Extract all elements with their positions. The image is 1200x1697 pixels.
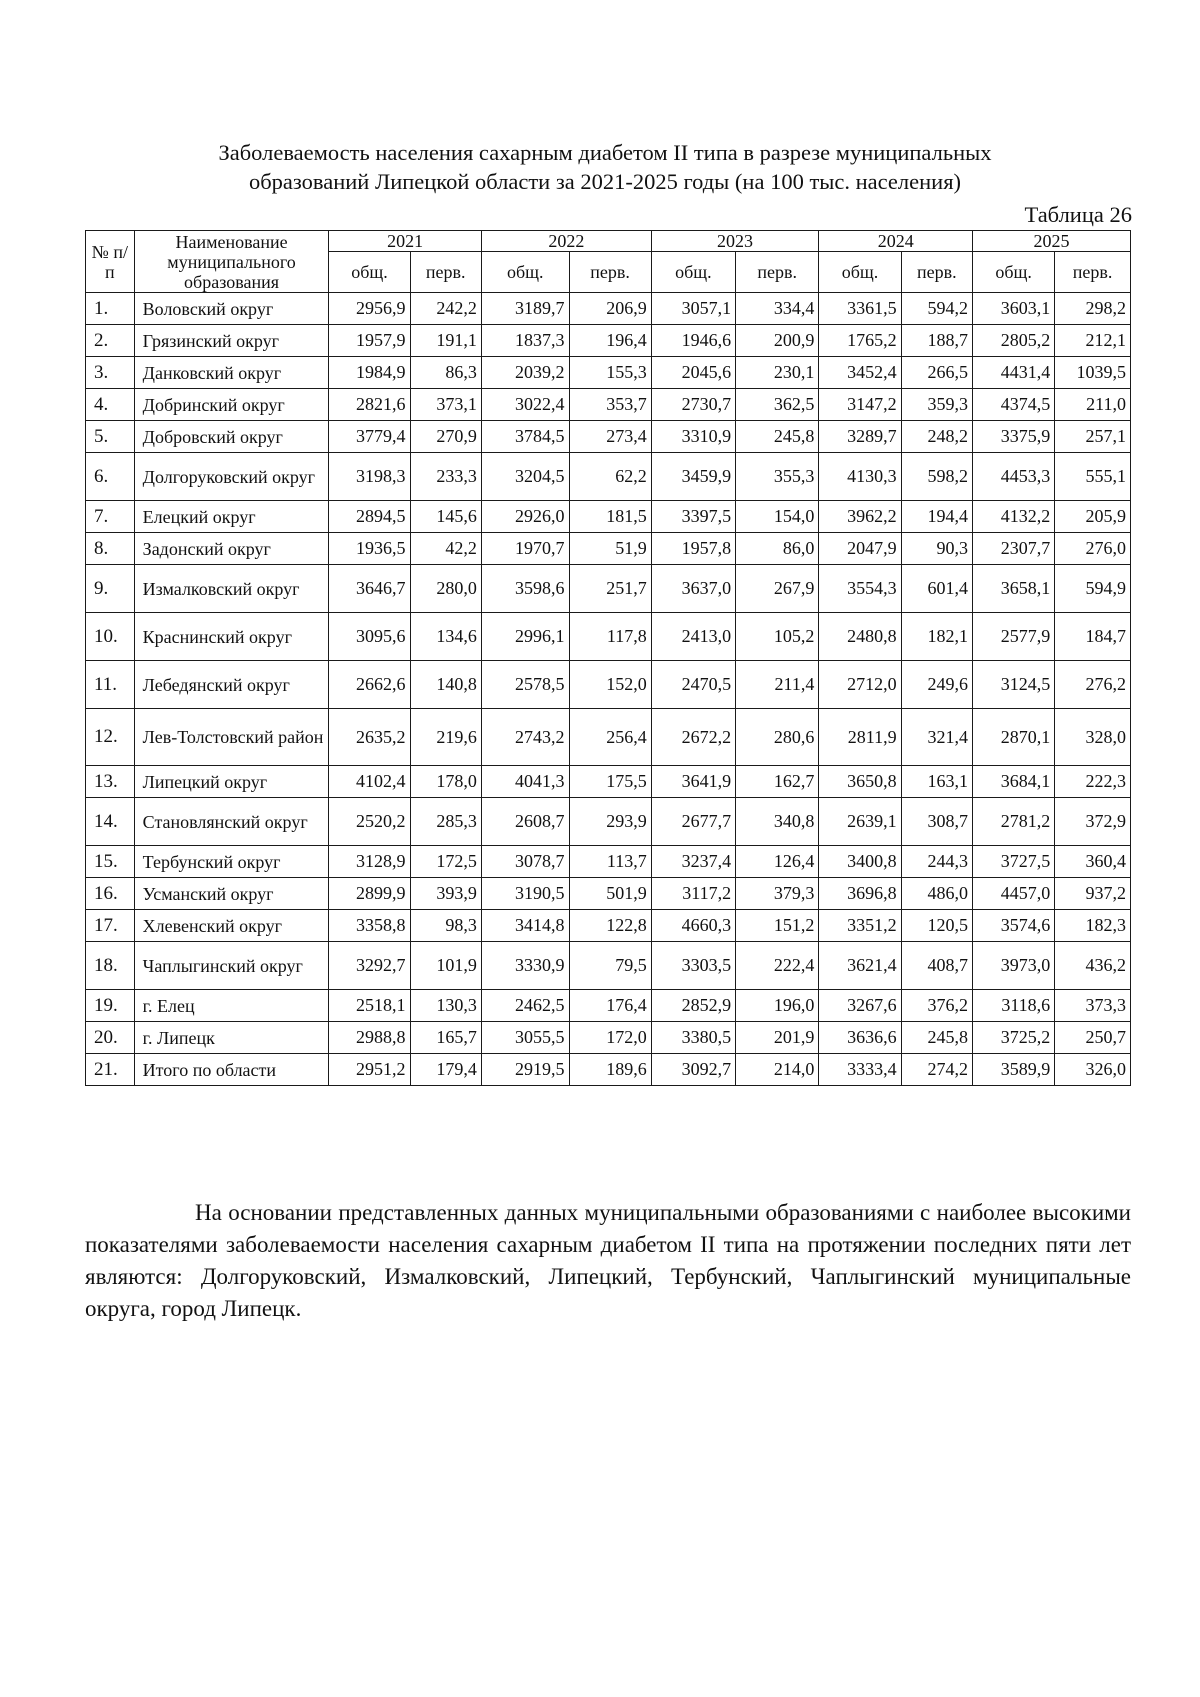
value-first: 328,0 — [1055, 709, 1131, 766]
value-first: 280,0 — [410, 565, 481, 613]
value-first: 298,2 — [1055, 293, 1131, 325]
row-number: 15. — [86, 846, 135, 878]
value-total: 3078,7 — [481, 846, 569, 878]
header-first: перв. — [901, 252, 972, 293]
value-first: 353,7 — [569, 389, 651, 421]
value-total: 3459,9 — [651, 453, 735, 501]
value-total: 2996,1 — [481, 613, 569, 661]
value-first: 155,3 — [569, 357, 651, 389]
municipality-name: Задонский округ — [134, 533, 329, 565]
header-total: общ. — [329, 252, 410, 293]
value-first: 594,9 — [1055, 565, 1131, 613]
table-row — [86, 389, 1131, 421]
value-total: 4457,0 — [972, 878, 1054, 910]
value-first: 152,0 — [569, 661, 651, 709]
header-year: 2022 — [481, 231, 651, 252]
value-total: 3303,5 — [651, 942, 735, 990]
value-first: 90,3 — [901, 533, 972, 565]
value-total: 3189,7 — [481, 293, 569, 325]
value-first: 372,9 — [1055, 798, 1131, 846]
municipality-name: Тербунский округ — [134, 846, 329, 878]
value-first: 251,7 — [569, 565, 651, 613]
value-total: 2899,9 — [329, 878, 410, 910]
value-first: 206,9 — [569, 293, 651, 325]
value-total: 3292,7 — [329, 942, 410, 990]
table-row — [86, 1022, 1131, 1054]
municipality-name: Добровский округ — [134, 421, 329, 453]
table-label: Таблица 26 — [1024, 202, 1132, 227]
value-first: 308,7 — [901, 798, 972, 846]
value-total: 2047,9 — [819, 533, 901, 565]
value-total: 4374,5 — [972, 389, 1054, 421]
municipality-name: Липецкий округ — [134, 766, 329, 798]
row-number: 16. — [86, 878, 135, 910]
page-title — [80, 138, 1130, 196]
value-first: 205,9 — [1055, 501, 1131, 533]
value-total: 3574,6 — [972, 910, 1054, 942]
value-first: 376,2 — [901, 990, 972, 1022]
value-first: 211,0 — [1055, 389, 1131, 421]
table-row — [86, 661, 1131, 709]
value-total: 3289,7 — [819, 421, 901, 453]
value-total: 3095,6 — [329, 613, 410, 661]
value-total: 3414,8 — [481, 910, 569, 942]
value-first: 214,0 — [736, 1054, 819, 1086]
municipality-name: г. Липецк — [134, 1022, 329, 1054]
value-total: 4102,4 — [329, 766, 410, 798]
row-number: 3. — [86, 357, 135, 389]
municipality-name: Становлянский округ — [134, 798, 329, 846]
value-total: 3650,8 — [819, 766, 901, 798]
value-first: 51,9 — [569, 533, 651, 565]
value-first: 212,1 — [1055, 325, 1131, 357]
value-total: 2811,9 — [819, 709, 901, 766]
value-first: 165,7 — [410, 1022, 481, 1054]
row-number: 17. — [86, 910, 135, 942]
row-number: 18. — [86, 942, 135, 990]
value-total: 3646,7 — [329, 565, 410, 613]
value-total: 2470,5 — [651, 661, 735, 709]
table-row — [86, 325, 1131, 357]
value-first: 163,1 — [901, 766, 972, 798]
header-name: Наименование муниципального образования — [134, 231, 329, 293]
value-total: 3351,2 — [819, 910, 901, 942]
value-first: 266,5 — [901, 357, 972, 389]
value-total: 2635,2 — [329, 709, 410, 766]
table-row — [86, 910, 1131, 942]
value-first: 276,2 — [1055, 661, 1131, 709]
title-line-2: образований Липецкой области за 2021-2025 годы (на 100 тыс. населения) — [248, 169, 962, 194]
value-first: 326,0 — [1055, 1054, 1131, 1086]
value-first: 101,9 — [410, 942, 481, 990]
municipality-name: Грязинский округ — [134, 325, 329, 357]
value-first: 98,3 — [410, 910, 481, 942]
value-first: 937,2 — [1055, 878, 1131, 910]
row-number: 19. — [86, 990, 135, 1022]
value-first: 1039,5 — [1055, 357, 1131, 389]
value-first: 267,9 — [736, 565, 819, 613]
row-number: 7. — [86, 501, 135, 533]
value-first: 486,0 — [901, 878, 972, 910]
value-total: 3779,4 — [329, 421, 410, 453]
value-total: 2743,2 — [481, 709, 569, 766]
header-total: общ. — [819, 252, 901, 293]
table-row — [86, 766, 1131, 798]
value-total: 2045,6 — [651, 357, 735, 389]
value-total: 3198,3 — [329, 453, 410, 501]
value-first: 373,1 — [410, 389, 481, 421]
value-first: 222,3 — [1055, 766, 1131, 798]
value-total: 2781,2 — [972, 798, 1054, 846]
value-total: 1957,8 — [651, 533, 735, 565]
value-first: 188,7 — [901, 325, 972, 357]
value-first: 151,2 — [736, 910, 819, 942]
value-total: 2852,9 — [651, 990, 735, 1022]
header-year: 2024 — [819, 231, 973, 252]
conclusion-text: На основании представленных данных муниципальными образованиями с наиболее высокими показателями заболеваемости населения сахарным диабетом II типа на протяжении последних пяти лет являются: Долгоруковский, Измалковский, Липецкий, Тербунский, Чаплыгинский муниципальные округа, город Липецк. — [85, 1200, 1131, 1321]
value-first: 113,7 — [569, 846, 651, 878]
municipality-name: Чаплыгинский округ — [134, 942, 329, 990]
value-total: 3598,6 — [481, 565, 569, 613]
value-total: 3190,5 — [481, 878, 569, 910]
municipality-name: Усманский округ — [134, 878, 329, 910]
value-first: 359,3 — [901, 389, 972, 421]
header-first: перв. — [736, 252, 819, 293]
value-total: 2672,2 — [651, 709, 735, 766]
value-total: 2894,5 — [329, 501, 410, 533]
municipality-name: Добринский округ — [134, 389, 329, 421]
value-total: 2608,7 — [481, 798, 569, 846]
municipality-name: Хлевенский округ — [134, 910, 329, 942]
value-first: 175,5 — [569, 766, 651, 798]
value-first: 257,1 — [1055, 421, 1131, 453]
value-total: 3128,9 — [329, 846, 410, 878]
table-row — [86, 453, 1131, 501]
value-total: 3358,8 — [329, 910, 410, 942]
value-first: 134,6 — [410, 613, 481, 661]
value-first: 270,9 — [410, 421, 481, 453]
table-row — [86, 533, 1131, 565]
row-number: 4. — [86, 389, 135, 421]
row-number: 21. — [86, 1054, 135, 1086]
value-total: 2712,0 — [819, 661, 901, 709]
header-first: перв. — [569, 252, 651, 293]
municipality-name: Лебедянский округ — [134, 661, 329, 709]
value-first: 179,4 — [410, 1054, 481, 1086]
header-year: 2023 — [651, 231, 819, 252]
value-total: 2578,5 — [481, 661, 569, 709]
value-total: 3204,5 — [481, 453, 569, 501]
table-row — [86, 421, 1131, 453]
value-total: 3117,2 — [651, 878, 735, 910]
value-first: 233,3 — [410, 453, 481, 501]
value-total: 3400,8 — [819, 846, 901, 878]
value-first: 249,6 — [901, 661, 972, 709]
header-year: 2025 — [972, 231, 1130, 252]
row-number: 14. — [86, 798, 135, 846]
value-total: 2662,6 — [329, 661, 410, 709]
value-total: 2870,1 — [972, 709, 1054, 766]
value-first: 178,0 — [410, 766, 481, 798]
value-first: 360,4 — [1055, 846, 1131, 878]
value-total: 2039,2 — [481, 357, 569, 389]
value-first: 280,6 — [736, 709, 819, 766]
value-total: 3603,1 — [972, 293, 1054, 325]
header-total: общ. — [481, 252, 569, 293]
value-first: 172,0 — [569, 1022, 651, 1054]
value-first: 162,7 — [736, 766, 819, 798]
header-total: общ. — [972, 252, 1054, 293]
value-total: 3380,5 — [651, 1022, 735, 1054]
value-total: 2926,0 — [481, 501, 569, 533]
table-body — [86, 293, 1131, 1086]
value-total: 3267,6 — [819, 990, 901, 1022]
value-total: 3637,0 — [651, 565, 735, 613]
value-first: 256,4 — [569, 709, 651, 766]
value-first: 285,3 — [410, 798, 481, 846]
value-total: 3397,5 — [651, 501, 735, 533]
value-total: 3330,9 — [481, 942, 569, 990]
value-first: 122,8 — [569, 910, 651, 942]
value-first: 189,6 — [569, 1054, 651, 1086]
value-total: 4660,3 — [651, 910, 735, 942]
value-total: 3055,5 — [481, 1022, 569, 1054]
value-first: 182,1 — [901, 613, 972, 661]
value-total: 3684,1 — [972, 766, 1054, 798]
value-first: 250,7 — [1055, 1022, 1131, 1054]
value-first: 276,0 — [1055, 533, 1131, 565]
value-first: 230,1 — [736, 357, 819, 389]
value-first: 273,4 — [569, 421, 651, 453]
value-total: 3973,0 — [972, 942, 1054, 990]
value-first: 373,3 — [1055, 990, 1131, 1022]
value-total: 3725,2 — [972, 1022, 1054, 1054]
value-total: 2413,0 — [651, 613, 735, 661]
value-first: 245,8 — [736, 421, 819, 453]
value-first: 182,3 — [1055, 910, 1131, 942]
value-total: 3658,1 — [972, 565, 1054, 613]
value-total: 2730,7 — [651, 389, 735, 421]
value-first: 219,6 — [410, 709, 481, 766]
value-total: 3118,6 — [972, 990, 1054, 1022]
row-number: 20. — [86, 1022, 135, 1054]
value-total: 2307,7 — [972, 533, 1054, 565]
incidence-table — [85, 230, 1131, 1086]
value-first: 594,2 — [901, 293, 972, 325]
value-first: 86,3 — [410, 357, 481, 389]
value-first: 321,4 — [901, 709, 972, 766]
value-first: 555,1 — [1055, 453, 1131, 501]
value-total: 3310,9 — [651, 421, 735, 453]
title-line-1: Заболеваемость населения сахарным диабетом II типа в разрезе муниципальных — [218, 140, 992, 165]
value-first: 184,7 — [1055, 613, 1131, 661]
value-total: 2520,2 — [329, 798, 410, 846]
row-number: 12. — [86, 709, 135, 766]
value-total: 2951,2 — [329, 1054, 410, 1086]
value-total: 1837,3 — [481, 325, 569, 357]
value-first: 181,5 — [569, 501, 651, 533]
value-first: 200,9 — [736, 325, 819, 357]
value-first: 293,9 — [569, 798, 651, 846]
value-first: 334,4 — [736, 293, 819, 325]
municipality-name: Елецкий округ — [134, 501, 329, 533]
value-first: 117,8 — [569, 613, 651, 661]
value-first: 393,9 — [410, 878, 481, 910]
value-total: 2988,8 — [329, 1022, 410, 1054]
row-number: 5. — [86, 421, 135, 453]
municipality-name: Лев-Толстовский район — [134, 709, 329, 766]
value-first: 79,5 — [569, 942, 651, 990]
value-first: 408,7 — [901, 942, 972, 990]
value-total: 1984,9 — [329, 357, 410, 389]
value-first: 145,6 — [410, 501, 481, 533]
table-row — [86, 613, 1131, 661]
row-number: 13. — [86, 766, 135, 798]
table-row — [86, 1054, 1131, 1086]
value-first: 120,5 — [901, 910, 972, 942]
value-first: 42,2 — [410, 533, 481, 565]
value-first: 201,9 — [736, 1022, 819, 1054]
municipality-name: Измалковский округ — [134, 565, 329, 613]
value-total: 1970,7 — [481, 533, 569, 565]
table-row — [86, 990, 1131, 1022]
value-total: 3147,2 — [819, 389, 901, 421]
value-first: 222,4 — [736, 942, 819, 990]
value-first: 274,2 — [901, 1054, 972, 1086]
municipality-name: Краснинский округ — [134, 613, 329, 661]
header-num: № п/п — [86, 231, 135, 293]
value-first: 126,4 — [736, 846, 819, 878]
value-total: 3784,5 — [481, 421, 569, 453]
value-total: 4132,2 — [972, 501, 1054, 533]
value-total: 2577,9 — [972, 613, 1054, 661]
value-total: 3022,4 — [481, 389, 569, 421]
value-first: 86,0 — [736, 533, 819, 565]
table-row — [86, 709, 1131, 766]
value-first: 355,3 — [736, 453, 819, 501]
value-total: 4453,3 — [972, 453, 1054, 501]
value-total: 1936,5 — [329, 533, 410, 565]
table-row — [86, 565, 1131, 613]
value-total: 3621,4 — [819, 942, 901, 990]
value-total: 2518,1 — [329, 990, 410, 1022]
value-first: 140,8 — [410, 661, 481, 709]
value-first: 501,9 — [569, 878, 651, 910]
value-first: 172,5 — [410, 846, 481, 878]
value-first: 362,5 — [736, 389, 819, 421]
value-total: 4431,4 — [972, 357, 1054, 389]
value-total: 3124,5 — [972, 661, 1054, 709]
table-row — [86, 878, 1131, 910]
row-number: 9. — [86, 565, 135, 613]
value-first: 211,4 — [736, 661, 819, 709]
header-first: перв. — [1055, 252, 1131, 293]
value-first: 245,8 — [901, 1022, 972, 1054]
value-total: 3589,9 — [972, 1054, 1054, 1086]
value-total: 3962,2 — [819, 501, 901, 533]
header-total: общ. — [651, 252, 735, 293]
value-first: 196,0 — [736, 990, 819, 1022]
value-total: 2677,7 — [651, 798, 735, 846]
table-row — [86, 846, 1131, 878]
municipality-name: Долгоруковский округ — [134, 453, 329, 501]
value-first: 191,1 — [410, 325, 481, 357]
value-total: 1946,6 — [651, 325, 735, 357]
municipality-name: Воловский округ — [134, 293, 329, 325]
table-row — [86, 293, 1131, 325]
row-number: 2. — [86, 325, 135, 357]
value-first: 244,3 — [901, 846, 972, 878]
value-first: 248,2 — [901, 421, 972, 453]
value-first: 598,2 — [901, 453, 972, 501]
table-row — [86, 357, 1131, 389]
value-total: 3554,3 — [819, 565, 901, 613]
table-row — [86, 501, 1131, 533]
value-first: 154,0 — [736, 501, 819, 533]
value-total: 3057,1 — [651, 293, 735, 325]
value-first: 130,3 — [410, 990, 481, 1022]
value-total: 3375,9 — [972, 421, 1054, 453]
municipality-name: Итого по области — [134, 1054, 329, 1086]
table-row — [86, 942, 1131, 990]
value-total: 2462,5 — [481, 990, 569, 1022]
table-row — [86, 798, 1131, 846]
value-total: 3092,7 — [651, 1054, 735, 1086]
value-first: 194,4 — [901, 501, 972, 533]
value-total: 2821,6 — [329, 389, 410, 421]
value-total: 2805,2 — [972, 325, 1054, 357]
row-number: 11. — [86, 661, 135, 709]
municipality-name: г. Елец — [134, 990, 329, 1022]
value-first: 242,2 — [410, 293, 481, 325]
value-total: 1957,9 — [329, 325, 410, 357]
value-first: 340,8 — [736, 798, 819, 846]
value-total: 2639,1 — [819, 798, 901, 846]
value-total: 2919,5 — [481, 1054, 569, 1086]
header-first: перв. — [410, 252, 481, 293]
value-first: 196,4 — [569, 325, 651, 357]
conclusion-paragraph — [85, 1197, 1131, 1325]
value-total: 3641,9 — [651, 766, 735, 798]
row-number: 1. — [86, 293, 135, 325]
value-first: 379,3 — [736, 878, 819, 910]
value-first: 436,2 — [1055, 942, 1131, 990]
value-total: 4041,3 — [481, 766, 569, 798]
value-total: 3333,4 — [819, 1054, 901, 1086]
value-total: 3696,8 — [819, 878, 901, 910]
row-number: 8. — [86, 533, 135, 565]
header-year: 2021 — [329, 231, 482, 252]
value-first: 176,4 — [569, 990, 651, 1022]
value-total: 3636,6 — [819, 1022, 901, 1054]
value-total: 2956,9 — [329, 293, 410, 325]
value-first: 105,2 — [736, 613, 819, 661]
value-total: 2480,8 — [819, 613, 901, 661]
row-number: 10. — [86, 613, 135, 661]
row-number: 6. — [86, 453, 135, 501]
value-first: 601,4 — [901, 565, 972, 613]
municipality-name: Данковский округ — [134, 357, 329, 389]
header-row-years — [86, 231, 1131, 252]
value-total: 3237,4 — [651, 846, 735, 878]
value-first: 62,2 — [569, 453, 651, 501]
value-total: 3361,5 — [819, 293, 901, 325]
value-total: 1765,2 — [819, 325, 901, 357]
value-total: 3452,4 — [819, 357, 901, 389]
value-total: 3727,5 — [972, 846, 1054, 878]
value-total: 4130,3 — [819, 453, 901, 501]
